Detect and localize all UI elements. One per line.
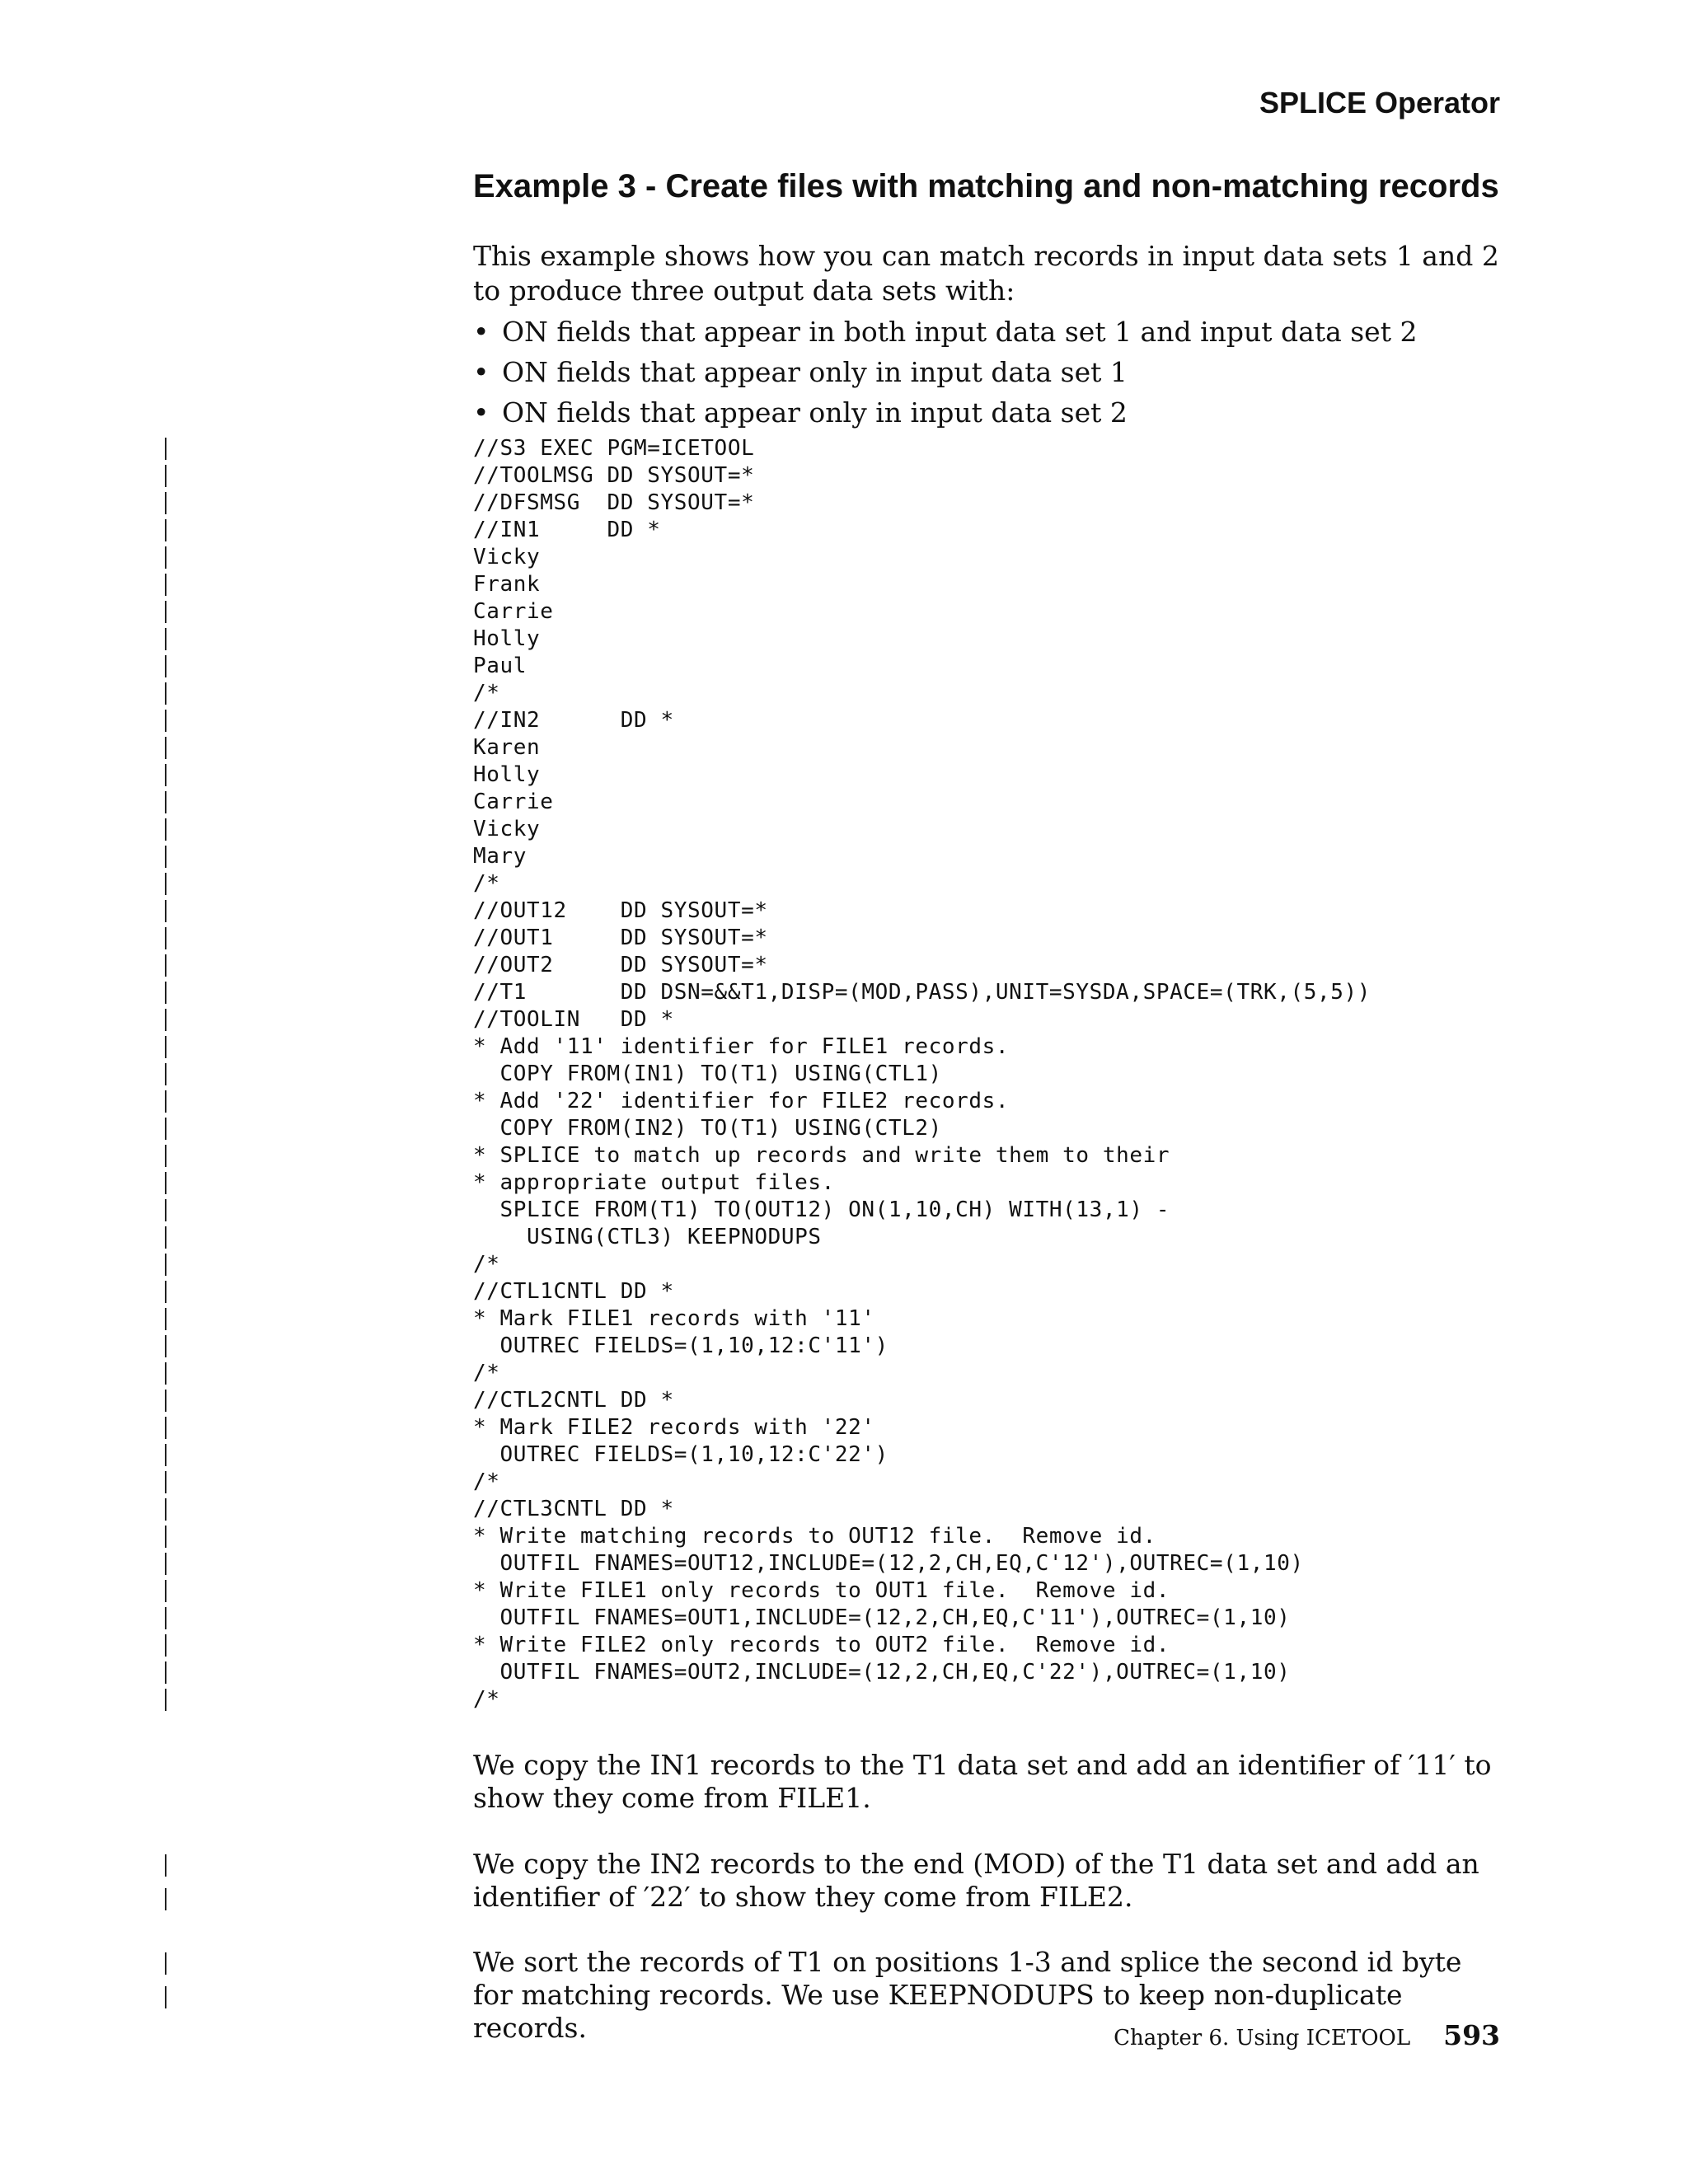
code-line bbox=[0, 952, 1688, 979]
change-bar bbox=[165, 1063, 166, 1085]
code-line bbox=[0, 517, 1688, 544]
list-item bbox=[473, 312, 1417, 352]
code-line bbox=[0, 734, 1688, 762]
code-text: //OUT12 DD SYSOUT=* bbox=[473, 898, 768, 923]
code-line bbox=[0, 1605, 1688, 1632]
code-line bbox=[0, 653, 1688, 680]
code-line bbox=[0, 1033, 1688, 1061]
code-line bbox=[0, 1142, 1688, 1169]
page-number: 593 bbox=[1443, 2019, 1500, 2051]
code-line bbox=[0, 1305, 1688, 1333]
bullet-marker: • bbox=[473, 356, 490, 388]
code-line bbox=[0, 462, 1688, 490]
change-bar bbox=[165, 1009, 166, 1031]
chapter-label: Chapter 6. Using ICETOOL bbox=[1114, 2026, 1411, 2050]
change-bar bbox=[165, 1118, 166, 1140]
change-bar bbox=[165, 1172, 166, 1194]
section-title: Example 3 - Create files with matching and non-matching records bbox=[473, 168, 1499, 204]
code-line bbox=[0, 544, 1688, 571]
code-text: OUTFIL FNAMES=OUT2,INCLUDE=(12,2,CH,EQ,C'22'),OUTREC=(1,10) bbox=[473, 1660, 1291, 1685]
code-line bbox=[0, 680, 1688, 707]
list-item bbox=[473, 392, 1417, 433]
change-bar bbox=[165, 1417, 166, 1439]
code-text: //CTL3CNTL DD * bbox=[473, 1497, 674, 1521]
code-line bbox=[0, 1577, 1688, 1605]
code-text: OUTREC FIELDS=(1,10,12:C'22') bbox=[473, 1442, 889, 1467]
change-bar bbox=[165, 655, 166, 677]
bullet-text: ON fields that appear only in input data set 1 bbox=[502, 356, 1128, 388]
code-text: Carrie bbox=[473, 790, 554, 814]
code-line bbox=[0, 626, 1688, 653]
change-bar bbox=[165, 574, 166, 596]
code-text: * Write FILE1 only records to OUT1 file. Remove id. bbox=[473, 1578, 1170, 1603]
code-line bbox=[0, 598, 1688, 626]
change-bar bbox=[165, 791, 166, 813]
code-line bbox=[0, 1441, 1688, 1469]
code-text: //TOOLIN DD * bbox=[473, 1007, 674, 1032]
code-line bbox=[0, 571, 1688, 598]
code-text: /* bbox=[473, 1361, 500, 1385]
change-bar bbox=[165, 438, 166, 460]
code-text: Karen bbox=[473, 735, 541, 760]
code-text: //DFSMSG DD SYSOUT=* bbox=[473, 490, 755, 515]
code-text: //IN1 DD * bbox=[473, 518, 661, 542]
code-line bbox=[0, 789, 1688, 816]
change-bar bbox=[165, 1226, 166, 1249]
change-bar bbox=[165, 1036, 166, 1058]
code-text: SPLICE FROM(T1) TO(OUT12) ON(1,10,CH) WITH(13,1) - bbox=[473, 1197, 1170, 1222]
code-text: Holly bbox=[473, 762, 541, 787]
body-paragraph-3: We sort the records of T1 on positions 1-3 and splice the second id byte for matching records. We use KEEPNODUPS to keep non-duplicate records. bbox=[473, 1946, 1462, 2044]
change-bar bbox=[165, 1553, 166, 1575]
change-bar bbox=[165, 628, 166, 650]
code-text: OUTREC FIELDS=(1,10,12:C'11') bbox=[473, 1333, 889, 1358]
code-text: COPY FROM(IN2) TO(T1) USING(CTL2) bbox=[473, 1116, 942, 1141]
code-text: //TOOLMSG DD SYSOUT=* bbox=[473, 463, 755, 488]
code-line bbox=[0, 1115, 1688, 1142]
code-line bbox=[0, 816, 1688, 843]
code-text: Paul bbox=[473, 654, 528, 678]
bullet-text: ON fields that appear only in input data set 2 bbox=[502, 396, 1128, 429]
code-line bbox=[0, 1414, 1688, 1441]
code-line bbox=[0, 1251, 1688, 1278]
code-text: //S3 EXEC PGM=ICETOOL bbox=[473, 436, 755, 461]
change-bar bbox=[165, 1888, 166, 1910]
code-text: /* bbox=[473, 1252, 500, 1277]
change-bar bbox=[165, 764, 166, 786]
code-line bbox=[0, 1197, 1688, 1224]
code-text: * Add '22' identifier for FILE2 records. bbox=[473, 1089, 1010, 1113]
change-bar bbox=[165, 1854, 166, 1877]
change-bar bbox=[165, 1661, 166, 1684]
code-text: Holly bbox=[473, 626, 541, 651]
change-bar bbox=[165, 1526, 166, 1548]
code-text: //OUT1 DD SYSOUT=* bbox=[473, 926, 768, 950]
change-bar bbox=[165, 1254, 166, 1276]
code-line bbox=[0, 1006, 1688, 1033]
code-line bbox=[0, 1469, 1688, 1496]
code-line bbox=[0, 1523, 1688, 1550]
change-bar bbox=[165, 1580, 166, 1602]
change-bar bbox=[165, 1444, 166, 1466]
change-bar bbox=[165, 900, 166, 922]
code-line bbox=[0, 1278, 1688, 1305]
body-paragraph-1: We copy the IN1 records to the T1 data set and add an identifier of ′11′ to show they come from FILE1. bbox=[473, 1749, 1492, 1814]
code-text: /* bbox=[473, 681, 500, 705]
code-line bbox=[0, 979, 1688, 1006]
code-line bbox=[0, 1686, 1688, 1713]
code-line bbox=[0, 1360, 1688, 1387]
change-bar bbox=[165, 682, 166, 705]
change-bar bbox=[165, 1634, 166, 1657]
change-bar bbox=[165, 927, 166, 949]
change-bar bbox=[165, 1607, 166, 1629]
code-line bbox=[0, 898, 1688, 925]
code-line bbox=[0, 843, 1688, 870]
code-text: Mary bbox=[473, 844, 528, 869]
change-bar bbox=[165, 818, 166, 841]
change-bar bbox=[165, 1199, 166, 1221]
code-line bbox=[0, 1387, 1688, 1414]
page-footer bbox=[1114, 2019, 1500, 2051]
bullet-list bbox=[473, 312, 1417, 433]
bullet-marker: • bbox=[473, 396, 490, 429]
code-listing bbox=[0, 435, 1688, 1713]
change-bar bbox=[165, 1308, 166, 1330]
change-bar bbox=[165, 1390, 166, 1412]
code-line bbox=[0, 1169, 1688, 1197]
code-text: //T1 DD DSN=&&T1,DISP=(MOD,PASS),UNIT=SYSDA,SPACE=(TRK,(5,5)) bbox=[473, 980, 1371, 1005]
code-text: Carrie bbox=[473, 599, 554, 624]
change-bar bbox=[165, 1362, 166, 1385]
change-bar bbox=[165, 1090, 166, 1113]
change-bar bbox=[165, 954, 166, 977]
change-bar bbox=[165, 982, 166, 1004]
code-text: * SPLICE to match up records and write them to their bbox=[473, 1143, 1170, 1168]
change-bar bbox=[165, 519, 166, 541]
code-line bbox=[0, 870, 1688, 898]
code-line bbox=[0, 1550, 1688, 1577]
code-text: /* bbox=[473, 1687, 500, 1712]
code-text: * Write matching records to OUT12 file. Remove id. bbox=[473, 1524, 1156, 1549]
code-line bbox=[0, 490, 1688, 517]
change-bar bbox=[165, 737, 166, 759]
code-text: COPY FROM(IN1) TO(T1) USING(CTL1) bbox=[473, 1062, 942, 1086]
change-bar bbox=[165, 1986, 166, 2008]
change-bar bbox=[165, 1498, 166, 1521]
code-text: * Mark FILE1 records with '11' bbox=[473, 1306, 875, 1331]
code-line bbox=[0, 1088, 1688, 1115]
change-bar bbox=[165, 465, 166, 487]
code-text: OUTFIL FNAMES=OUT12,INCLUDE=(12,2,CH,EQ,C'12'),OUTREC=(1,10) bbox=[473, 1551, 1304, 1576]
change-bar bbox=[165, 846, 166, 868]
code-text: * Add '11' identifier for FILE1 records. bbox=[473, 1034, 1010, 1059]
code-text: //CTL1CNTL DD * bbox=[473, 1279, 674, 1304]
body-paragraph-2: We copy the IN2 records to the end (MOD) of the T1 data set and add an identifier of ′22′ to show they come from FILE2. bbox=[473, 1848, 1479, 1913]
code-text: Vicky bbox=[473, 545, 541, 569]
change-bar bbox=[165, 546, 166, 569]
code-line bbox=[0, 925, 1688, 952]
change-bar bbox=[165, 1145, 166, 1167]
change-bar bbox=[165, 1281, 166, 1303]
code-line bbox=[0, 1496, 1688, 1523]
change-bar bbox=[165, 1471, 166, 1493]
code-text: * Write FILE2 only records to OUT2 file. Remove id. bbox=[473, 1633, 1170, 1657]
change-bar bbox=[165, 1689, 166, 1711]
bullet-text: ON fields that appear in both input data set 1 and input data set 2 bbox=[502, 316, 1418, 348]
code-text: * appropriate output files. bbox=[473, 1170, 835, 1195]
code-text: /* bbox=[473, 1469, 500, 1494]
change-bar bbox=[165, 492, 166, 514]
bullet-marker: • bbox=[473, 316, 490, 348]
code-text: * Mark FILE2 records with '22' bbox=[473, 1415, 875, 1440]
code-text: //IN2 DD * bbox=[473, 708, 674, 733]
code-text: //OUT2 DD SYSOUT=* bbox=[473, 953, 768, 977]
code-line bbox=[0, 1632, 1688, 1659]
list-item bbox=[473, 352, 1417, 392]
code-text: Vicky bbox=[473, 817, 541, 841]
code-text: /* bbox=[473, 871, 500, 896]
change-bar bbox=[165, 601, 166, 623]
code-line bbox=[0, 435, 1688, 462]
change-bar bbox=[165, 710, 166, 732]
code-line bbox=[0, 1333, 1688, 1360]
code-text: OUTFIL FNAMES=OUT1,INCLUDE=(12,2,CH,EQ,C'11'),OUTREC=(1,10) bbox=[473, 1605, 1291, 1630]
running-head: SPLICE Operator bbox=[1259, 86, 1500, 120]
code-text: USING(CTL3) KEEPNODUPS bbox=[473, 1225, 822, 1249]
change-bar bbox=[165, 873, 166, 895]
code-line bbox=[0, 1061, 1688, 1088]
code-text: //CTL2CNTL DD * bbox=[473, 1388, 674, 1413]
code-text: Frank bbox=[473, 572, 541, 597]
code-line bbox=[0, 707, 1688, 734]
code-line bbox=[0, 762, 1688, 789]
intro-paragraph: This example shows how you can match records in input data sets 1 and 2 to produce three output data sets with: bbox=[473, 240, 1499, 307]
change-bar bbox=[165, 1335, 166, 1357]
code-line bbox=[0, 1659, 1688, 1686]
code-line bbox=[0, 1224, 1688, 1251]
change-bar bbox=[165, 1952, 166, 1975]
